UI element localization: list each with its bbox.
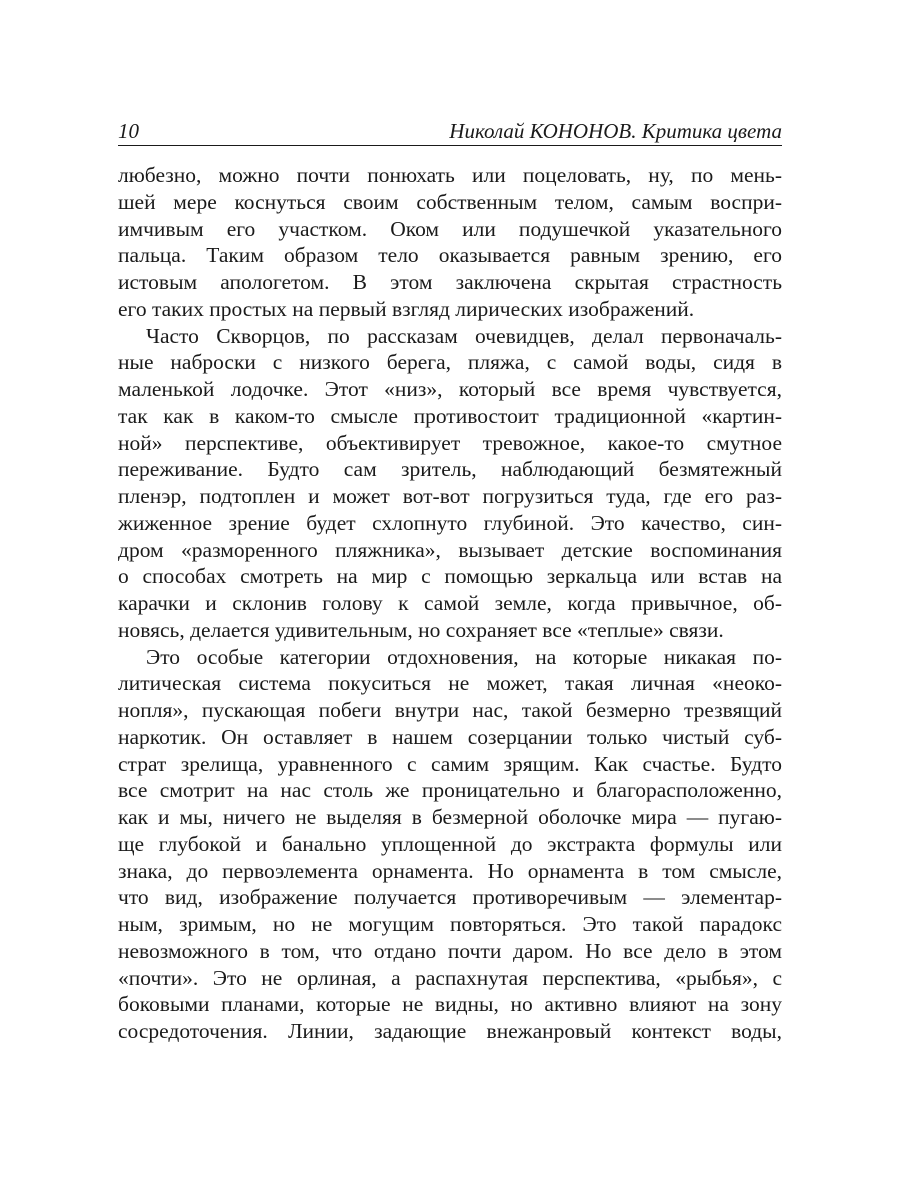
text-line: пленэр, подтоплен и может вот-вот погрузиться туда, где его раз- [118, 484, 782, 508]
body-text [118, 162, 782, 1045]
text-line: знака, до первоэлемента орнамента. Но орнамента в том смысле, [118, 858, 782, 883]
text-line: Часто Скворцов, по рассказам очевидцев, делал первоначаль- [146, 323, 782, 348]
text-line: переживание. Будто сам зритель, наблюдающий безмятежный [118, 457, 782, 482]
text-line: ные наброски с низкого берега, пляжа, с самой воды, сидя в [118, 350, 782, 375]
running-head [118, 118, 782, 144]
text-line: его таких простых на первый взгляд лирических изображений. [118, 296, 695, 321]
text-line: истовым апологетом. В этом заключена скрытая страстность [118, 270, 782, 294]
text-line: любезно, можно почти понюхать или поцеловать, ну, по мень- [118, 163, 782, 187]
text-line: так как в каком-то смысле противостоит традиционной «картин- [118, 403, 782, 428]
page-number: 10 [118, 119, 139, 143]
text-line: ным, зримым, но не могущим повторяться. Это такой парадокс [118, 912, 782, 936]
text-line: пальца. Таким образом тело оказывается равным зрению, его [118, 243, 782, 268]
text-line: новясь, делается удивительным, но сохраняет все «теплые» связи. [118, 617, 724, 642]
text-line: Это особые категории отдохновения, на которые никакая по- [146, 644, 782, 669]
text-line: дром «разморенного пляжника», вызывает детские воспоминания [118, 537, 782, 562]
text-line: шей мере коснуться своим собственным телом, самым воспри- [118, 189, 782, 214]
text-line: ной» перспективе, объективирует тревожное, какое-то смутное [118, 430, 782, 455]
text-line: жиженное зрение будет схлопнуто глубиной. Это качество, син- [118, 510, 782, 535]
text-line: наркотик. Он оставляет в нашем созерцании только чистый суб- [118, 724, 782, 749]
running-title: Николай КОНОНОВ. Критика цвета [449, 119, 782, 143]
text-line: нопля», пускающая побеги внутри нас, такой безмерно трезвящий [118, 698, 782, 722]
text-line: сосредоточения. Линии, задающие внежанровый контекст воды, [118, 1019, 782, 1043]
text-line: что вид, изображение получается противоречивым — элементар- [118, 885, 782, 910]
paragraph-1 [118, 162, 782, 323]
text-line: о способах смотреть на мир с помощью зеркальца или встав на [118, 564, 782, 589]
text-line: маленькой лодочке. Этот «низ», который все время чувствуется, [118, 377, 782, 401]
text-line: невозможного в том, что отдано почти даром. Но все дело в этом [118, 938, 782, 963]
text-line: ще глубокой и банально уплощенной до экстракта формулы или [118, 831, 782, 856]
text-line: карачки и склонив голову к самой земле, когда привычное, об- [118, 591, 782, 615]
text-line: литическая система покуситься не может, такая личная «неоко- [118, 671, 782, 696]
text-line: «почти». Это не орлиная, а распахнутая перспектива, «рыбья», с [118, 965, 782, 990]
text-line: имчивым его участком. Оком или подушечкой указательного [118, 216, 782, 241]
paragraph-2 [118, 323, 782, 644]
text-line: как и мы, ничего не выделяя в безмерной оболочке мира — пугаю- [118, 805, 782, 829]
header-rule [118, 145, 782, 146]
text-line: боковыми планами, которые не видны, но активно влияют на зону [118, 992, 782, 1017]
paragraph-3 [118, 644, 782, 1045]
text-line: все смотрит на нас столь же проницательно и благорасположенно, [118, 778, 782, 803]
text-line: страт зрелища, уравненного с самим зрящим. Как счастье. Будто [118, 751, 782, 776]
